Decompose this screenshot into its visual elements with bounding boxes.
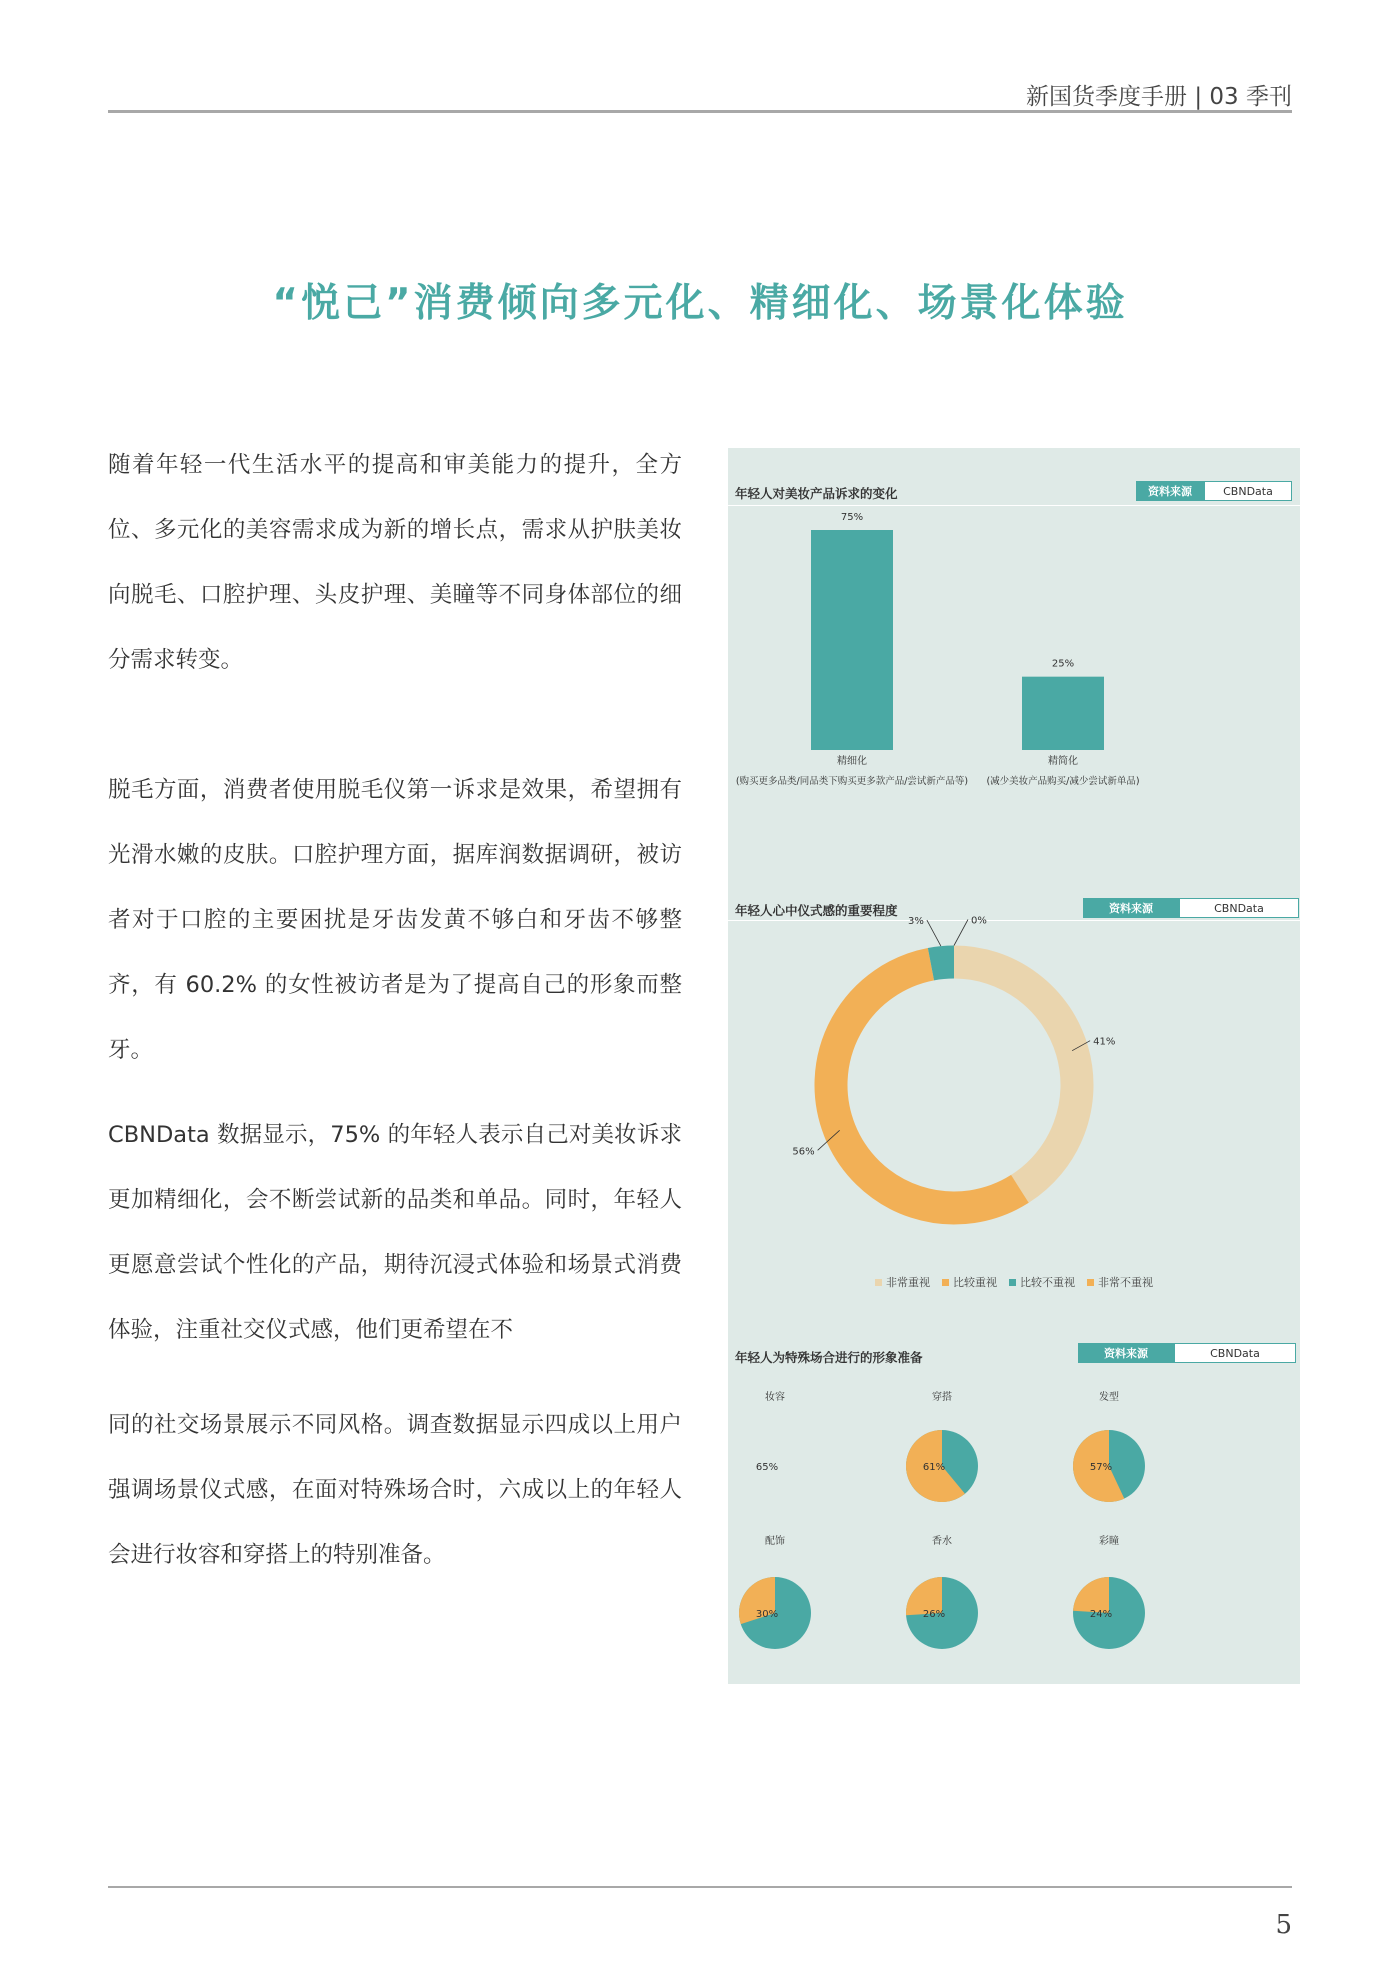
pie-category-label: 香水	[932, 1536, 952, 1547]
pie-value-label: 65%	[755, 1462, 779, 1473]
donut-callout-line	[954, 920, 968, 946]
page-title: “悦己”消费倾向多元化、精细化、场景化体验	[272, 281, 1128, 326]
bar-category-label: 精细化	[837, 756, 867, 767]
legend-label: 非常不重视	[1098, 1276, 1153, 1289]
donut-chart-title: 年轻人心中仪式感的重要程度	[735, 903, 898, 918]
header-rule	[108, 110, 1292, 113]
pie-value-label: 30%	[755, 1609, 779, 1620]
pie-category-label: 穿搭	[932, 1392, 952, 1403]
bar-2	[1022, 677, 1104, 750]
charts-svg	[728, 448, 1300, 1684]
legend-label: 非常重视	[886, 1276, 930, 1289]
legend-item	[1087, 1274, 1153, 1290]
paragraph-2: 脱毛方面，消费者使用脱毛仪第一诉求是效果，希望拥有光滑水嫩的皮肤。口腔护理方面，据库润数据调研，被访者对于口腔的主要困扰是牙齿发黄不够白和牙齿不够整齐，有 60.2% 的女性被访者是为了提高自己的形象而整牙。	[108, 777, 682, 1063]
source-value: CBNData	[1204, 481, 1292, 501]
donut-callout-line	[927, 920, 941, 946]
legend-swatch	[1009, 1279, 1016, 1286]
donut-legend	[728, 1274, 1300, 1290]
paragraph-4: 同的社交场景展示不同风格。调查数据显示四成以上用户强调场景仪式感，在面对特殊场合时，六成以上的年轻人会进行妆容和穿搭上的特别准备。	[108, 1412, 682, 1568]
donut-value-label: 56%	[792, 1146, 815, 1158]
paragraph-1: 随着年轻一代生活水平的提高和审美能力的提升，全方位、多元化的美容需求成为新的增长点，需求从护肤美妆向脱毛、口腔护理、头皮护理、美瞳等不同身体部位的细分需求转变。	[108, 452, 682, 673]
source-label: 资料来源	[1078, 1343, 1174, 1363]
bar-value-label: 75%	[840, 512, 864, 523]
pie-slice-6	[1073, 1577, 1109, 1613]
source-value: CBNData	[1179, 898, 1299, 918]
page-number: 5	[1275, 1910, 1292, 1940]
donut-slice-2	[831, 964, 1020, 1208]
donut-value-label: 3%	[907, 916, 924, 928]
chart-panel	[728, 448, 1300, 1684]
pies-chart-title: 年轻人为特殊场合进行的形象准备	[735, 1350, 923, 1365]
donut-value-label: 0%	[971, 915, 987, 927]
legend-label: 比较重视	[953, 1276, 997, 1289]
header-text: 新国货季度手册 | 03 季刊	[1026, 84, 1292, 110]
bar-category-note: (购买更多品类/同品类下购买更多款产品/尝试新产品等)	[735, 776, 969, 787]
pie-value-label: 57%	[1089, 1462, 1113, 1473]
pie-category-label: 配饰	[765, 1536, 785, 1547]
donut-slice-1	[954, 962, 1077, 1189]
source-label: 资料来源	[1083, 898, 1179, 918]
donut-value-label: 41%	[1093, 1036, 1116, 1048]
body-text	[108, 433, 682, 1588]
donut-slice-3	[931, 962, 954, 964]
pie-category-label: 彩瞳	[1099, 1536, 1119, 1547]
paragraph-3: CBNData 数据显示，75% 的年轻人表示自己对美妆诉求更加精细化，会不断尝试新的品类和单品。同时，年轻人更愿意尝试个性化的产品，期待沉浸式体验和场景式消费体验，注重社交仪式感，他们更希望在不	[108, 1122, 682, 1343]
bar-chart-title: 年轻人对美妆产品诉求的变化	[735, 486, 898, 501]
pie-category-label: 妆容	[765, 1392, 785, 1403]
legend-swatch	[1087, 1279, 1094, 1286]
legend-label: 比较不重视	[1020, 1276, 1075, 1289]
bar-category-label: 精简化	[1048, 756, 1078, 767]
legend-swatch	[942, 1279, 949, 1286]
pie-category-label: 发型	[1099, 1392, 1119, 1403]
bar-value-label: 25%	[1051, 658, 1075, 670]
legend-swatch	[875, 1279, 882, 1286]
pie-value-label: 26%	[922, 1609, 946, 1620]
pie-value-label: 61%	[922, 1462, 946, 1473]
source-label: 资料来源	[1136, 481, 1204, 501]
footer-rule	[108, 1886, 1292, 1888]
bar-category-note: (减少美妆产品购买/减少尝试新单品)	[986, 776, 1140, 787]
source-value: CBNData	[1174, 1343, 1296, 1363]
legend-item	[942, 1274, 997, 1290]
pie-value-label: 24%	[1089, 1609, 1113, 1620]
legend-item	[875, 1274, 930, 1290]
legend-item	[1009, 1274, 1075, 1290]
bar-1	[811, 530, 893, 750]
